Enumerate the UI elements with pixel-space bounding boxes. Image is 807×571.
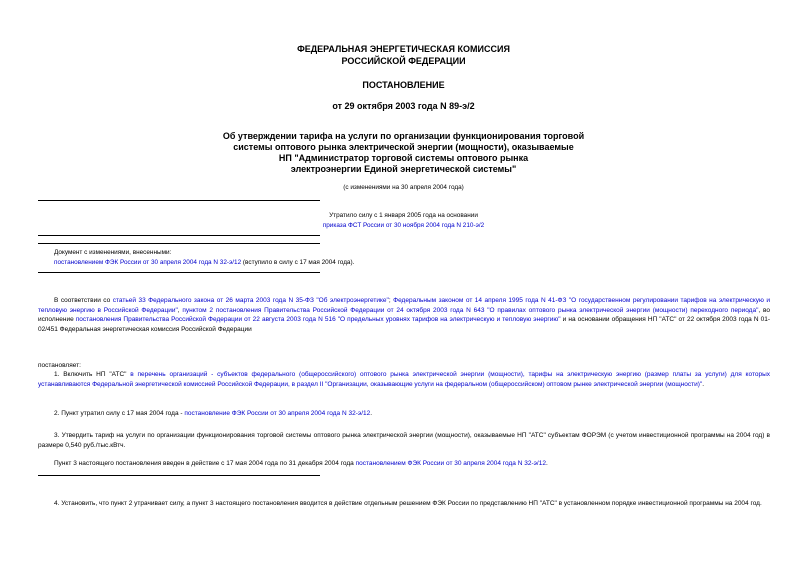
- repeal-status: Утратило силу с 1 января 2005 года на основании: [329, 212, 478, 219]
- revision-line: [54, 259, 354, 267]
- revision-link[interactable]: постановлением ФЭК России от 30 апреля 2004 года N 32-э/12: [54, 259, 242, 266]
- item-4: 4. Установить, что пункт 2 утрачивает силу, а пункт 3 настоящего постановления вводится в действие отдельным решением ФЭК России по представлению НП "АТС" в установленном порядке инвестиционной программы на 2004 год.: [54, 500, 762, 507]
- document-date: от 29 октября 2003 года N 89-э/2: [332, 101, 475, 111]
- resolution-516-link[interactable]: постановления Правительства Российской Федерации от 22 августа 2003 года N 516 "О предельных уровнях тарифов на электрическую и тепловую энергию": [75, 316, 561, 324]
- divider: [38, 200, 320, 201]
- repeal-order-link[interactable]: приказа ФСТ России от 30 ноября 2004 года N 210-э/2: [322, 222, 485, 229]
- item-1-link[interactable]: в перечень организаций - субъектов федерального (общероссийского) оптового рынка электрической энергии (мощности), тарифы на электрическую энергию (размер платы за услуги) для которых устанавливаются Федеральной энергетической комиссией Российской Федерации, в раздел II "Организации, оказывающие услуги на федеральном (общероссийском) оптовом рынке электрической энергии (мощности)": [38, 371, 770, 388]
- revision-heading: Документ с изменениями, внесенными:: [54, 249, 172, 256]
- organization-name-line1: ФЕДЕРАЛЬНАЯ ЭНЕРГЕТИЧЕСКАЯ КОМИССИЯ: [297, 44, 510, 54]
- preamble-text: В соответствии со: [54, 297, 113, 304]
- document-title-line1: Об утверждении тарифа на услуги по организации функционирования торговой: [222, 131, 585, 141]
- divider: [38, 475, 320, 476]
- resolution-643-link[interactable]: пунктом 2 постановления Правительства Российской Федерации от 24 октября 2003 года N 643 "О правилах оптового рынка электрической энергии (мощности) переходного периода": [182, 306, 759, 314]
- item-2: [38, 409, 770, 419]
- item-1: [38, 370, 770, 389]
- changes-note: (с изменениями на 30 апреля 2004 года): [343, 184, 464, 191]
- resolves-word: постановляет:: [38, 362, 81, 369]
- item-3-note-end: .: [545, 460, 548, 467]
- item-3-note-link[interactable]: постановлением ФЭК России от 30 апреля 2004 года N 32-э/12: [355, 460, 546, 467]
- preamble-text: ;: [388, 297, 394, 304]
- item-3: 3. Утвердить тариф на услуги по организации функционирования торговой системы оптового рынка электрической энергии (мощности), оказываемые НП "АТС" субъектам ФОРЭМ (с учетом инвестиционной программы на 2004 год) в размере 0,540 руб./тыс.кВтч.: [38, 432, 770, 449]
- preamble-text: , во исполнение: [38, 306, 770, 324]
- item-2-link[interactable]: постановление ФЭК России от 30 апреля 2004 года N 32-э/12: [184, 410, 371, 417]
- preamble-text: ,: [177, 306, 183, 314]
- law-41fz-link[interactable]: Федеральным законом от 14 апреля 1995 года N 41-ФЗ "О государственном регулировании тарифов на электрическую и тепловую энергию в Российской Федерации": [38, 297, 770, 314]
- divider: [38, 272, 320, 273]
- item-3-note: [54, 459, 770, 469]
- item-1-text: 1. Включить НП "АТС": [54, 371, 131, 378]
- law-35fz-link[interactable]: статьей 33 Федерального закона от 26 марта 2003 года N 35-ФЗ "Об электроэнергетике": [112, 297, 389, 304]
- preamble-paragraph: [38, 296, 770, 334]
- document-title-line4: электроэнергии Единой энергетической системы": [290, 164, 517, 174]
- item-2-text: 2. Пункт утратил силу с 17 мая 2004 года -: [54, 410, 185, 417]
- item-1-end: .: [702, 380, 705, 388]
- document-title-line2: системы оптового рынка электрической энергии (мощности), оказываемые: [233, 142, 574, 152]
- document-title-line3: НП "Администратор торговой системы оптового рынка: [278, 153, 529, 163]
- item-3-note-text: Пункт 3 настоящего постановления введен в действие с 17 мая 2004 года по 31 декабря 2004 года: [54, 460, 356, 467]
- divider: [38, 235, 320, 236]
- divider: [38, 243, 320, 244]
- revision-effective-note: (вступило в силу с 17 мая 2004 года).: [241, 259, 355, 266]
- preamble-text: и на основании обращения НП "АТС" от 22 октября 2003 года N 01-02/451 Федеральная энергетическая комиссия Российской Федерации: [38, 316, 770, 333]
- organization-name-line2: РОССИЙСКОЙ ФЕДЕРАЦИИ: [341, 56, 466, 66]
- item-2-end: .: [370, 410, 373, 417]
- document-type: ПОСТАНОВЛЕНИЕ: [362, 80, 445, 90]
